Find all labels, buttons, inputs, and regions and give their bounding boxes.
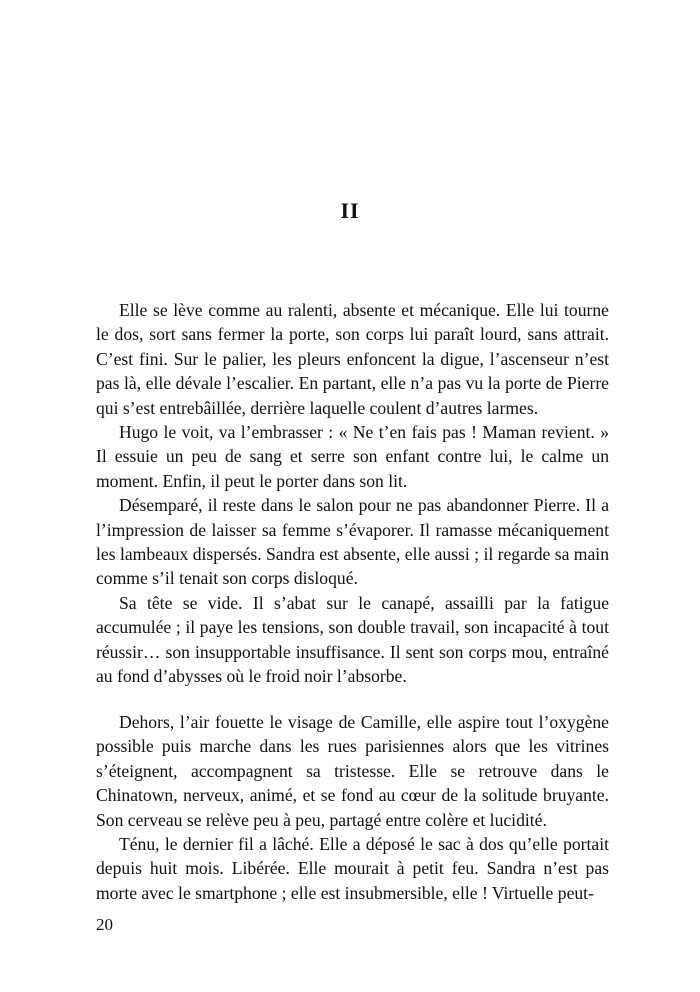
paragraph: Désemparé, il reste dans le salon pour ne pas abandonner Pierre. Il a l’impression de laisser sa femme s’évaporer. Il ramasse mécaniquement les lambeaux dispersés. Sandra est absente, elle aussi ; il regarde sa main comme s’il tenait son corps disloqué.: [96, 495, 609, 589]
text-section-1: [96, 298, 609, 689]
page-number: 20: [96, 915, 113, 934]
paragraph: Hugo le voit, va l’embrasser : « Ne t’en fais pas ! Maman revient. » Il essuie un peu de sang et serre son enfant contre lui, le calme un moment. Enfin, il peut le porter dans son lit.: [96, 422, 609, 491]
paragraph: Elle se lève comme au ralenti, absente et mécanique. Elle lui tourne le dos, sort sans fermer la porte, son corps lui paraît lourd, sans attrait. C’est fini. Sur le palier, les pleurs enfoncent la digue, l’ascenseur n’est pas là, elle dévale l’escalier. En partant, elle n’a pas vu la porte de Pierre qui s’est entrebâillée, derrière laquelle coulent d’autres larmes.: [96, 300, 609, 418]
paragraph: Ténu, le dernier fil a lâché. Elle a déposé le sac à dos qu’elle portait depuis huit mois. Libérée. Elle mourait à petit feu. Sandra n’est pas morte avec le smartphone ; elle est insubmersible, elle ! Virtuelle peut-: [96, 834, 609, 903]
chapter-title: II: [340, 198, 360, 223]
paragraph: Sa tête se vide. Il s’abat sur le canapé, assailli par la fatigue accumulée ; il paye les tensions, son double travail, son incapacité à tout réussir… son insupportable insuffisance. Il sent son corps mou, entraîné au fond d’abysses où le froid noir l’absorbe.: [96, 592, 609, 687]
paragraph: Dehors, l’air fouette le visage de Camille, elle aspire tout l’oxygène possible puis marche dans les rues parisiennes alors que les vitrines s’éteignent, accompagnent sa tristesse. Elle se retrouve dans le Chinatown, nerveux, animé, et se fond au cœur de la solitude bruyante. Son cerveau se relève peu à peu, partagé entre colère et lucidité.: [96, 712, 609, 830]
text-section-2: [96, 710, 609, 905]
